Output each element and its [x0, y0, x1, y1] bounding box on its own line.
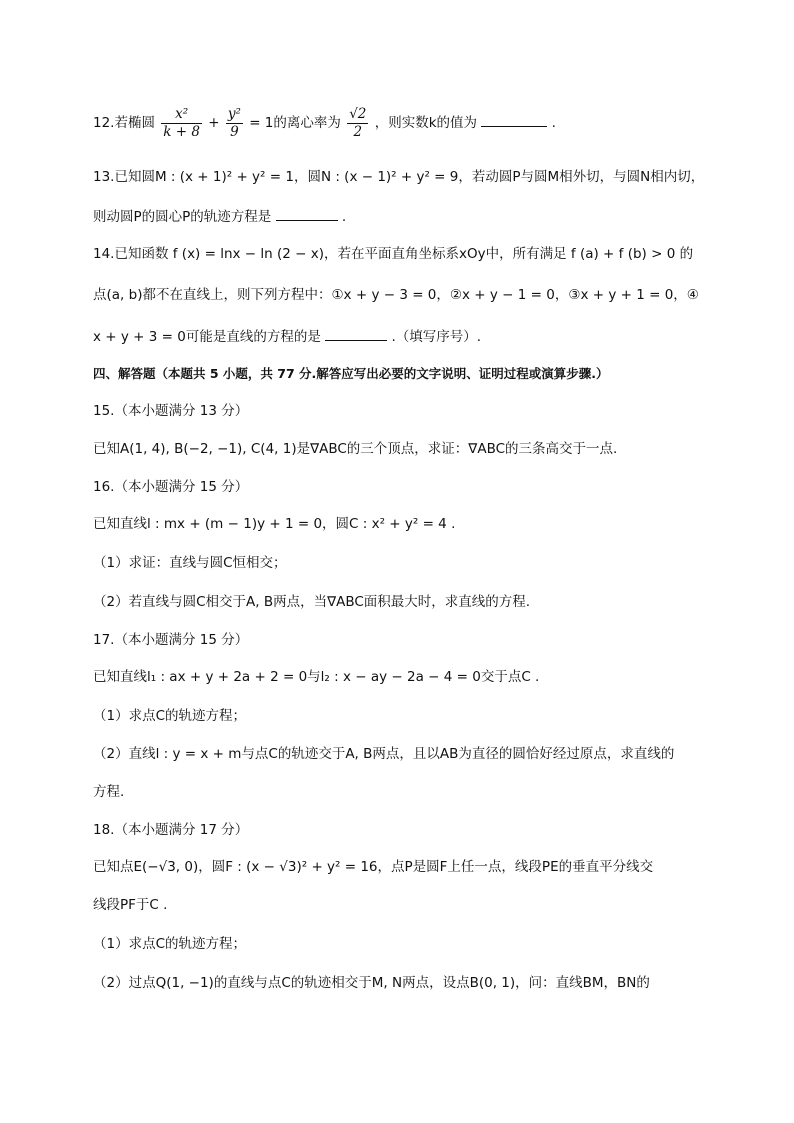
problem-14-line-2: 点(a, b)都不在直线上，则下列方程中：①x + y − 3 = 0，②x + y − 1 = 0，③x + y + 1 = 0，④	[93, 287, 699, 303]
problem-17-header: 17.（本小题满分 15 分）	[93, 632, 249, 648]
problem-18-body-line-2: 线段PF于C .	[93, 897, 168, 913]
problem-17-body: 已知直线l₁ : ax + y + 2a + 2 = 0与l₂ : x − ay − 2a − 4 = 0交于点C .	[93, 669, 540, 685]
problem-13-end: .	[341, 209, 347, 225]
problem-12	[93, 104, 705, 148]
fraction-sqrt2-over-2	[347, 106, 368, 141]
problem-14-prefix: x + y + 3 = 0可能是直线的方程的是	[93, 329, 321, 345]
fraction-numerator: x²	[161, 106, 202, 124]
problem-12-prefix: 12.若椭圆	[93, 115, 155, 131]
problem-18-header: 18.（本小题满分 17 分）	[93, 822, 249, 838]
problem-14-line-3	[93, 326, 705, 347]
problem-15-body: 已知A(1, 4), B(−2, −1), C(4, 1)是∇ABC的三个顶点，求证：∇ABC的三条高交于一点.	[93, 441, 618, 457]
problem-12-end: .	[551, 115, 556, 131]
answer-blank[interactable]	[276, 206, 338, 221]
fraction-numerator: √2	[349, 105, 367, 122]
fraction-denominator: 2	[353, 123, 363, 140]
problem-18-part-2: （2）过点Q(1, −1)的直线与点C的轨迹相交于M, N两点，设点B(0, 1)，问：直线BM，BN的	[93, 975, 650, 991]
fraction-denominator: 9	[230, 123, 239, 140]
problem-13-line-1: 13.已知圆M : (x + 1)² + y² = 1，圆N : (x − 1)² + y² = 9，若动圆P与圆M相外切，与圆N相内切，	[93, 169, 705, 185]
problem-14-suffix: .（填写序号）.	[391, 329, 482, 345]
problem-13-line-2	[93, 206, 705, 227]
problem-17-part-1: （1）求点C的轨迹方程；	[93, 708, 247, 724]
problem-16-header: 16.（本小题满分 15 分）	[93, 479, 249, 495]
answer-blank[interactable]	[481, 112, 547, 127]
problem-14-line-1: 14.已知函数 f (x) = lnx − ln (2 − x)，若在平面直角坐标系xOy中，所有满足 f (a) + f (b) > 0 的	[93, 246, 694, 262]
fraction-y2-over-9	[226, 106, 243, 141]
fraction-denominator: k + 8	[163, 123, 200, 140]
problem-18-body-line-1: 已知点E(−√3, 0)，圆F : (x − √3)² + y² = 16，点P是圆F上任一点，线段PE的垂直平分线交	[93, 859, 654, 875]
problem-16-part-2: （2）若直线与圆C相交于A, B两点，当∇ABC面积最大时，求直线的方程.	[93, 594, 531, 610]
problem-13-prefix: 则动圆P的圆心P的轨迹方程是	[93, 209, 272, 225]
section-4-heading: 四、解答题（本题共 5 小题，共 77 分.解答应写出必要的文字说明、证明过程或演算步骤.）	[93, 366, 609, 381]
problem-15-header: 15.（本小题满分 13 分）	[93, 403, 249, 419]
problem-17-part-2-line-1: （2）直线l : y = x + m与点C的轨迹交于A, B两点，且以AB为直径的圆恰好经过原点，求直线的	[93, 746, 675, 762]
problem-17-part-2-line-2: 方程.	[93, 784, 125, 800]
plus-sign: +	[208, 115, 220, 131]
problem-18-part-1: （1）求点C的轨迹方程；	[93, 936, 247, 952]
fraction-x2-over-k-plus-8	[161, 106, 202, 141]
problem-16-part-1: （1）求证：直线与圆C恒相交；	[93, 555, 287, 571]
problem-12-equation-text: = 1的离心率为	[249, 115, 341, 131]
answer-blank[interactable]	[325, 326, 387, 341]
fraction-numerator: y²	[227, 105, 241, 122]
problem-12-suffix: ，则实数k的值为	[374, 115, 478, 131]
problem-16-body: 已知直线l : mx + (m − 1)y + 1 = 0，圆C : x² + y² = 4 .	[93, 516, 456, 532]
